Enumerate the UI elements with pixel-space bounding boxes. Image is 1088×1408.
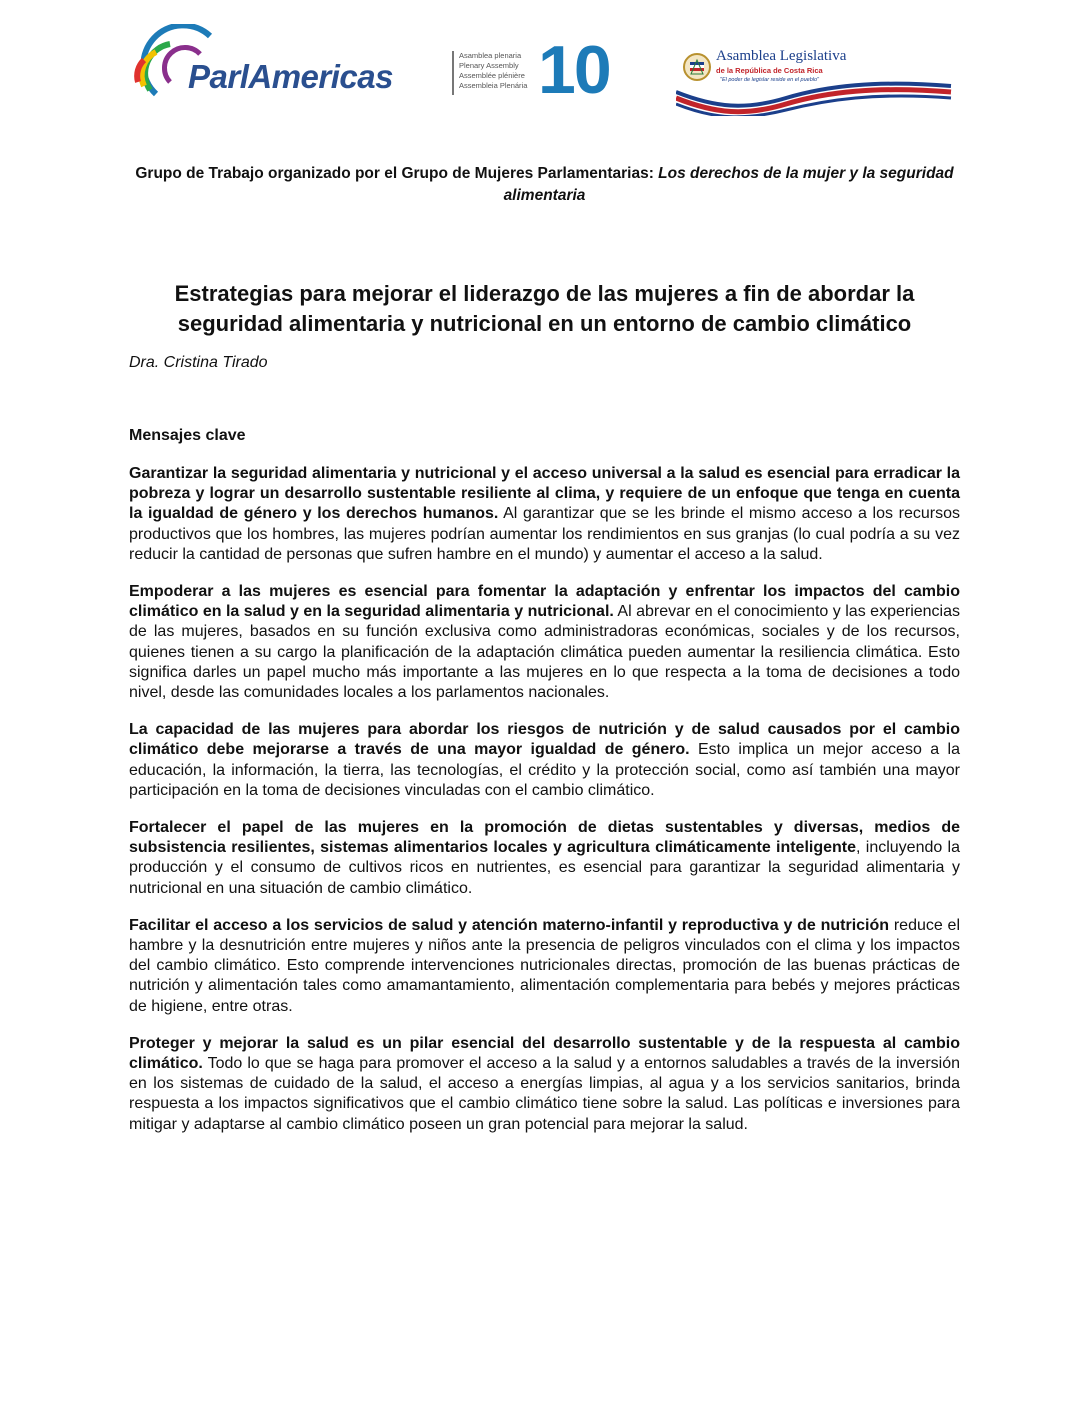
paragraph-lead: Proteger y mejorar la salud es un pilar esencial del desarrollo sustentable y de la respuesta al cambio climático. [129,1034,960,1073]
assembly-line-en: Plenary Assembly [459,61,519,70]
document-body [129,163,960,1135]
paragraph-body: Al abrevar en el conocimiento y las experiencias de las mujeres, basados en su función exclusiva como administradoras económicas, sociales y de los recursos, quienes tienen a su cargo la planificación de la adaptación climática pueden aumentar la resiliencia climática. Esto significa darles un papel mucho más importante a las mujeres en lo que respecta a la toma de decisiones a todo nivel, desde las comunidades locales a los parlamentos nacionales. [129,603,960,702]
key-message-paragraph [129,464,960,565]
key-message-paragraph [129,916,960,1017]
paragraph-lead: Facilitar el acceso a los servicios de salud y atención materno-infantil y reproductiva y de nutrición [129,916,890,934]
page-header [0,0,1088,130]
edition-number: 10 [538,32,610,108]
paragraph-lead: Garantizar la seguridad alimentaria y nutricional y el acceso universal a la salud es esencial para erradicar la pobreza y lograr un desarrollo sustentable resiliente al clima, y requiere de un enfoque que tenga en cuenta la igualdad de género y los derechos humanos. [129,465,960,523]
paragraph-lead: Empoderar a las mujeres es esencial para fomentar la adaptación y enfrentar los impactos del cambio climático en la salud y en la seguridad alimentaria y nutricional. [129,583,960,621]
assembly-line-es: Asamblea plenaria [459,51,522,60]
paragraph-body: Esto implica un mejor acceso a la educación, la información, la tierra, las tecnologías, el crédito y la protección social, como así también una mayor participación en la toma de decisiones vinculadas con el cambio climático. [129,741,960,799]
assembly-line-fr: Assemblée plénière [459,71,525,80]
key-message-paragraph [129,818,960,899]
asamblea-legislativa-subtitle: de la República de Costa Rica [716,66,823,75]
key-message-paragraph [129,1034,960,1135]
asamblea-legislativa-logo [676,44,956,116]
key-message-paragraph [129,582,960,703]
subtitle-plain: Grupo de Trabajo organizado por el Grupo de Mujeres Parlamentarias: [135,165,659,182]
paragraph-body: Todo lo que se haga para promover el acceso a la salud y a entornos saludables a través de la inversión en los sistemas de cuidado de la salud, el acceso a energías limpias, al agua y a los servicios sanitarios, brinda respuesta a los impactos significativos que el cambio climático tiene sobre la salud. Las políticas e inversiones para mitigar y adaptarse al cambio climático poseen un gran potencial para mejorar la salud. [129,1055,960,1133]
parlamericas-name: ParlAmericas [188,58,393,95]
paragraph-lead: Fortalecer el papel de las mujeres en la promoción de dietas sustentables y diversas, medios de subsistencia resilientes, sistemas alimentarios locales y agricultura climáticamente inteligente [129,819,960,857]
working-group-subtitle [129,163,960,207]
subtitle-italic: Los derechos de la mujer y la seguridad alimentaria [503,165,954,204]
key-message-paragraph [129,720,960,801]
flag-waves-icon [676,70,956,116]
assembly-line-pt: Assembleia Plenária [459,81,528,90]
document-title: Estrategias para mejorar el liderazgo de las mujeres a fin de abordar la seguridad alimentaria y nutricional en un entorno de cambio climático [174,281,915,336]
paragraph-body: Al garantizar que se les brinde el mismo acceso a los recursos productivos que los hombres, las mujeres podrían aumentar los rendimientos en sus granjas (lo cual podría a su vez reducir la cantidad de personas que sufren hambre en el mundo) y aumentar el acceso a la salud. [129,505,960,563]
paragraph-body: reduce el hambre y la desnutrición entre mujeres y niños ante la presencia de peligros vinculados con el clima y los impactos del cambio climático. Esto comprende intervenciones nutricionales directas, promoción de las buenas prácticas de nutrición y alimentación tales como amamantamiento, alimentación complementaria para bebés y mejores prácticas de higiene, entre otras. [129,916,961,1015]
author: Dra. Cristina Tirado [129,354,268,371]
asamblea-legislativa-motto: "El poder de legislar reside en el pueblo" [720,77,819,83]
asamblea-legislativa-title: Asamblea Legislativa [716,48,847,64]
paragraph-body: , incluyendo la producción y el consumo de cultivos ricos en nutrientes, es esencial para garantizar la seguridad alimentaria y nutricional en una situación de cambio climático. [129,839,960,897]
parlamericas-logo [130,24,450,114]
paragraph-lead: La capacidad de las mujeres para abordar los riesgos de nutrición y de salud causados por el cambio climático debe mejorarse a través de una mayor igualdad de género. [129,721,960,759]
section-heading: Mensajes clave [129,427,246,444]
plenary-assembly-label [452,51,531,95]
